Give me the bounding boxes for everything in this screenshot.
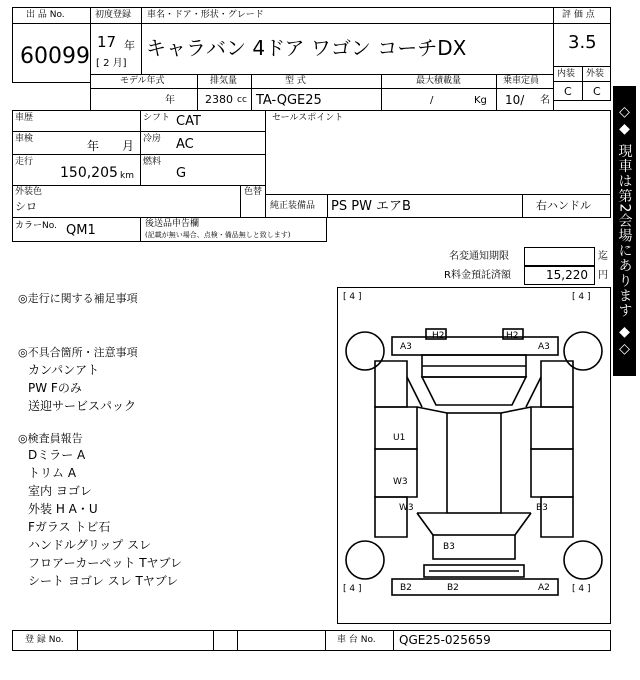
tire-tag-rear-left: [ 4 ]	[343, 584, 362, 594]
first-reg-month: [ 2 月]	[96, 58, 127, 69]
tire-tag-rear-right: [ 4 ]	[572, 584, 591, 594]
inspector-item: Fガラス トビ石	[28, 520, 111, 534]
exterior-grade: C	[593, 85, 601, 98]
exterior-color-label: 外装色	[15, 187, 43, 197]
aftermarket-note: (記載が無い場合、点検・備品無しと致します)	[145, 231, 291, 239]
displacement-value: 2380	[205, 93, 233, 106]
inspector-item: シート ヨゴレ スレ Tヤブレ	[28, 574, 179, 588]
equipment-label: 純正装備品	[270, 201, 316, 211]
tire-tag-front-right: [ 4 ]	[572, 292, 591, 302]
lot-label: 出 品 No.	[26, 10, 65, 20]
damage-mark: A3	[538, 342, 550, 352]
interior-label: 内装	[557, 69, 576, 79]
color-no-value: QM1	[66, 223, 96, 238]
roof	[447, 413, 501, 513]
inspector-item: フロアーカーペット Tヤブレ	[28, 556, 183, 570]
shift-value: CAT	[176, 114, 201, 129]
inspector-title: ◎検査員報告	[18, 432, 83, 445]
first-reg-year: 17	[97, 33, 117, 51]
color-no-label: カラーNo.	[15, 221, 57, 231]
left-front-fender	[375, 361, 407, 407]
damage-mark: B3	[443, 542, 455, 552]
registration-label: 登 録 No.	[25, 635, 64, 645]
wheel-rear-left	[346, 541, 384, 579]
load-label: 最大積載量	[416, 76, 462, 86]
damage-mark: A2	[538, 583, 550, 593]
tire-tag-front-left: [ 4 ]	[343, 292, 362, 302]
model-year-label: モデル年式	[120, 76, 165, 86]
capacity-label: 乗車定員	[503, 76, 540, 86]
type-label: 型 式	[285, 76, 306, 86]
fuel-label: 燃料	[143, 157, 162, 167]
car-name-label: 車名・ドア・形状・グレード	[147, 10, 264, 20]
name-change-label: 名変通知期限	[449, 251, 509, 262]
inspection-month: 月	[122, 139, 135, 153]
ac-label: 冷房	[143, 134, 162, 144]
capacity-value: 10/	[505, 93, 525, 107]
recolor-label: 色替	[244, 187, 263, 197]
sales-point-label: セールスポイント	[272, 113, 344, 123]
model-year-unit: 年	[165, 95, 175, 106]
driving-notes-title: ◎走行に関する補足事項	[18, 292, 138, 305]
shift-label: シフト	[143, 113, 171, 123]
exterior-color-value: シロ	[15, 200, 37, 213]
chassis-value: QGE25-025659	[399, 633, 491, 647]
defect-item: 送迎サービスパック	[28, 399, 137, 413]
right-front-fender	[541, 361, 573, 407]
inspector-item: Dミラー A	[28, 448, 86, 462]
displacement-label: 排気量	[210, 76, 238, 86]
damage-mark: H2	[432, 331, 445, 341]
first-reg-year-unit: 年	[124, 39, 135, 52]
defect-item: PW Fのみ	[28, 381, 82, 395]
name-change-unit: 迄	[598, 251, 608, 262]
exterior-label: 外装	[586, 69, 605, 79]
inspection-label: 車検	[15, 134, 34, 144]
lot-number: 60099	[20, 44, 90, 69]
displacement-unit: cc	[237, 95, 247, 105]
inspector-item: 外装 H A・U	[28, 502, 98, 516]
inspection-year: 年	[87, 139, 100, 153]
recycle-unit: 円	[598, 270, 608, 281]
ac-value: AC	[176, 137, 194, 152]
chassis-label: 車 台 No.	[337, 635, 376, 645]
inspector-item: 室内 ヨゴレ	[28, 484, 92, 498]
inspector-item: トリム A	[28, 466, 77, 480]
capacity-unit: 名	[540, 95, 550, 106]
score-label: 評 価 点	[562, 10, 595, 20]
mileage-label: 走行	[15, 157, 34, 167]
damage-mark: A3	[400, 342, 412, 352]
front-bumper	[392, 337, 558, 355]
mileage-value: 150,205	[60, 165, 118, 181]
wheel-rear-right	[564, 541, 602, 579]
name-change-field	[524, 247, 595, 266]
venue-notice-band: ◇◆ 現車は第2会場にあります ◆◇	[613, 86, 636, 376]
history-label: 車歴	[15, 113, 34, 123]
load-separator: /	[430, 95, 434, 106]
type-value: TA-QGE25	[256, 93, 322, 108]
first-reg-label: 初度登録	[95, 10, 132, 20]
fuel-value: G	[176, 166, 187, 181]
recycle-value: 15,220	[546, 268, 588, 282]
damage-mark: W3	[399, 503, 414, 513]
wheel-front-left	[346, 332, 384, 370]
damage-mark: U1	[393, 433, 406, 443]
interior-grade: C	[564, 85, 572, 98]
car-name: キャラバン 4ドア ワゴン コーチDX	[146, 36, 467, 60]
rear-bumper	[392, 579, 558, 595]
details-block	[12, 110, 266, 218]
defects-title: ◎不具合箇所・注意事項	[18, 346, 138, 359]
damage-mark: W3	[393, 477, 408, 487]
score-value: 3.5	[568, 32, 597, 53]
damage-mark: H2	[506, 331, 519, 341]
damage-mark: B2	[447, 583, 459, 593]
car-diagram-drawing	[337, 287, 611, 624]
wheel-front-right	[564, 332, 602, 370]
damage-mark: B2	[400, 583, 412, 593]
load-unit: Kg	[474, 95, 487, 106]
defect-item: カンパンアト	[28, 363, 100, 377]
aftermarket-label: 後送品申告欄	[145, 219, 200, 229]
damage-mark: B3	[536, 503, 548, 513]
inspector-item: ハンドルグリップ スレ	[28, 538, 152, 552]
steering-value: 右ハンドル	[536, 199, 591, 212]
recycle-label: R料金預託済額	[444, 270, 511, 281]
equipment-value: PS PW エアB	[331, 199, 411, 214]
mileage-unit: km	[120, 171, 134, 181]
